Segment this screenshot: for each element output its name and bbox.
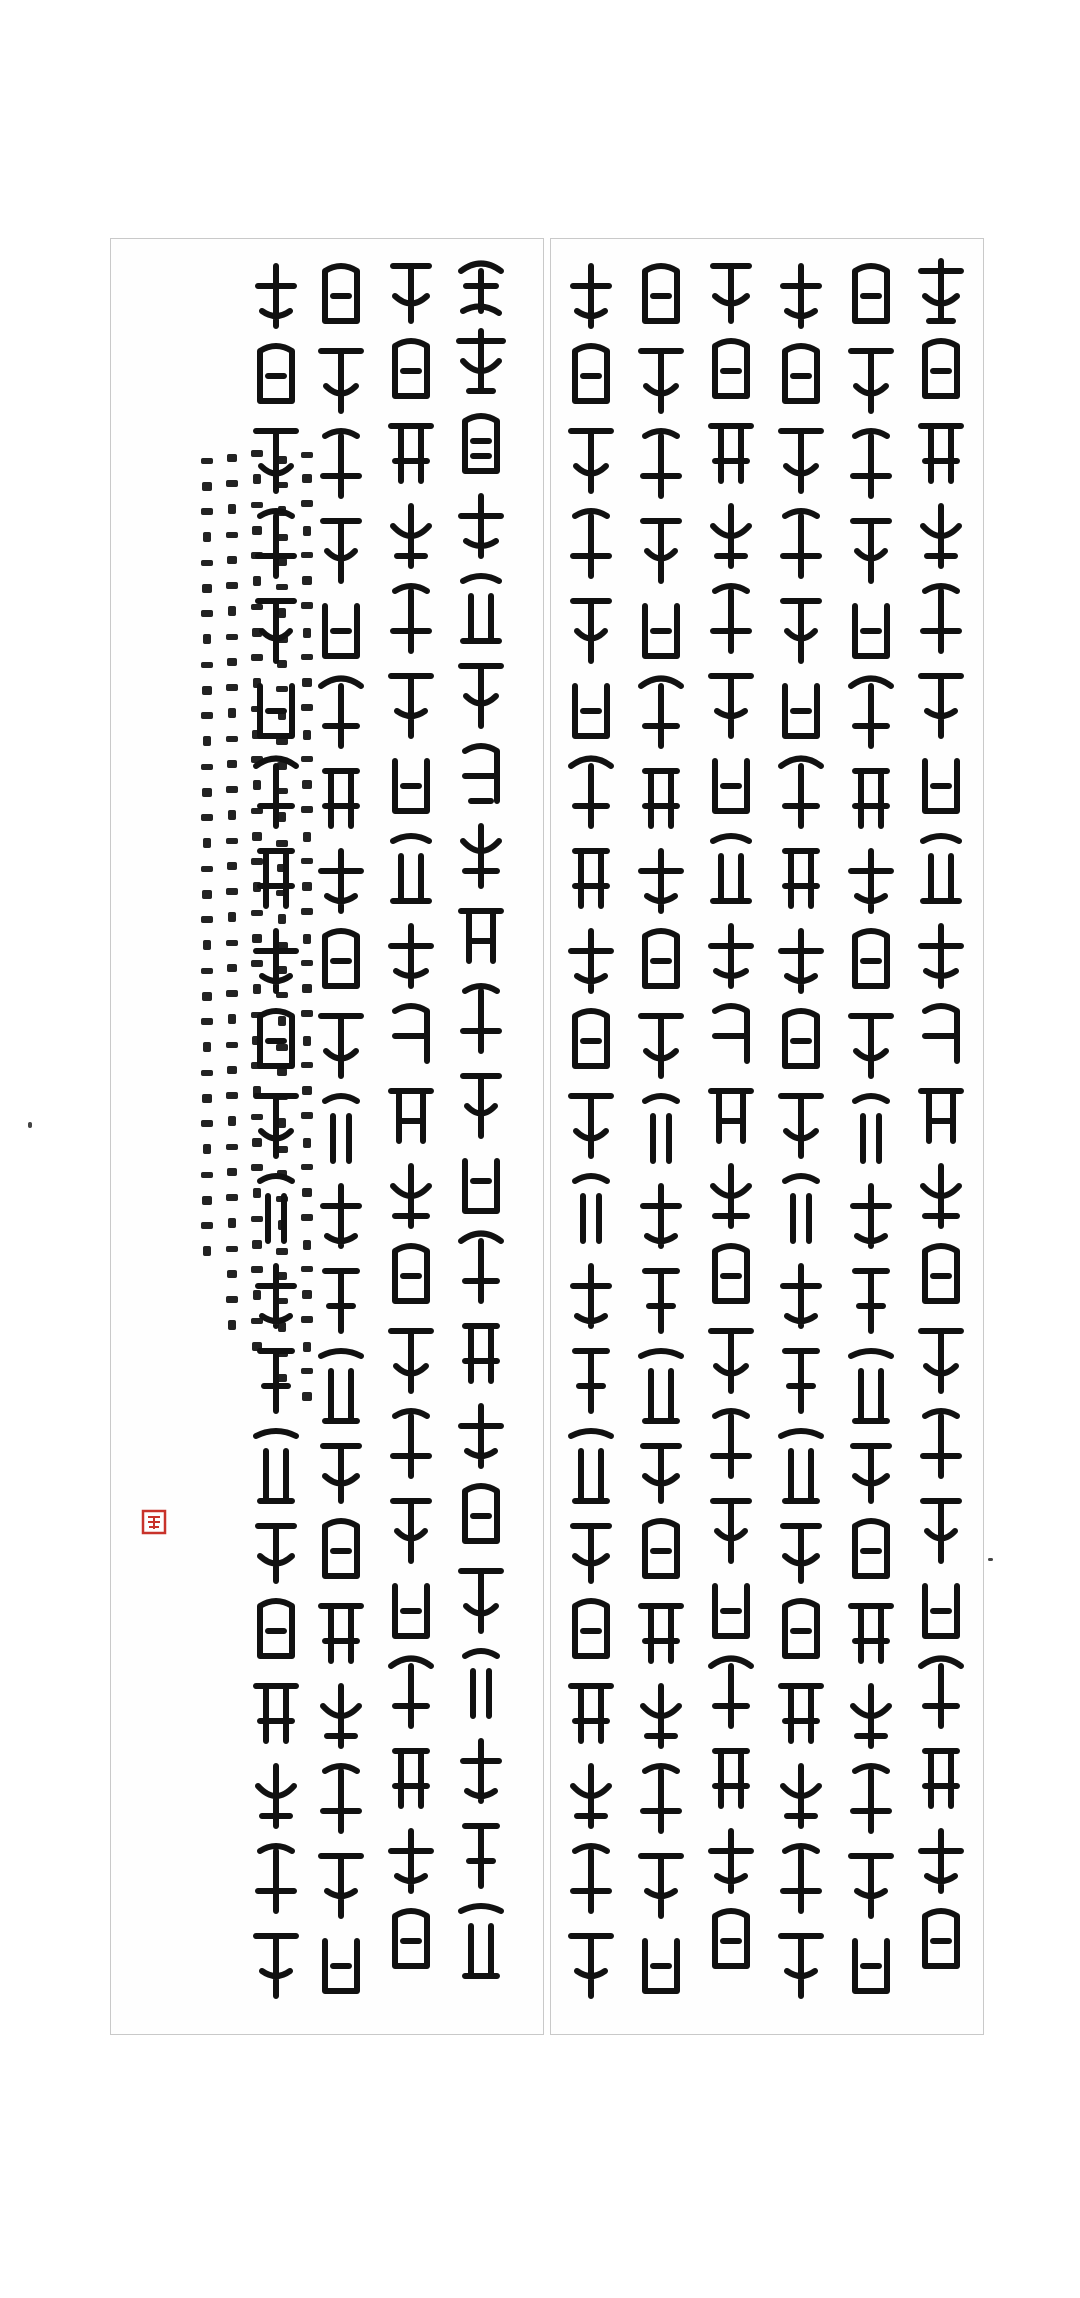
seal-script-glyphs [701, 251, 761, 2021]
seal-script-glyphs [246, 251, 306, 2021]
calligraphy-column [631, 251, 691, 2021]
calligraphy-column [841, 251, 901, 2021]
calligraphy-column [311, 251, 371, 2021]
scroll-panel-left [110, 238, 544, 2035]
seal-script-glyphs [451, 251, 511, 2021]
seal-script-glyphs [561, 251, 621, 2021]
seal-icon [141, 1509, 167, 1535]
dust-speck [988, 1558, 993, 1561]
calligraphy-column [771, 251, 831, 2021]
calligraphy-column [561, 251, 621, 2021]
inscription-glyphs [199, 444, 215, 1444]
seal-script-glyphs [911, 251, 971, 2021]
seal-script-glyphs [311, 251, 371, 2021]
dust-speck [28, 1122, 32, 1128]
seal-script-glyphs [771, 251, 831, 2021]
calligraphy-column [381, 251, 441, 2021]
seal-script-glyphs [631, 251, 691, 2021]
red-seal-stamp [141, 1509, 167, 1535]
inscription-glyphs [224, 444, 240, 1444]
calligraphy-column [701, 251, 761, 2021]
calligraphy-column [911, 251, 971, 2021]
calligraphy-column [451, 251, 511, 2021]
seal-script-glyphs [381, 251, 441, 2021]
scroll-panel-right [550, 238, 984, 2035]
calligraphy-column [246, 251, 306, 2021]
seal-script-glyphs [841, 251, 901, 2021]
inscription-column [199, 444, 215, 1444]
inscription-column [224, 444, 240, 1444]
